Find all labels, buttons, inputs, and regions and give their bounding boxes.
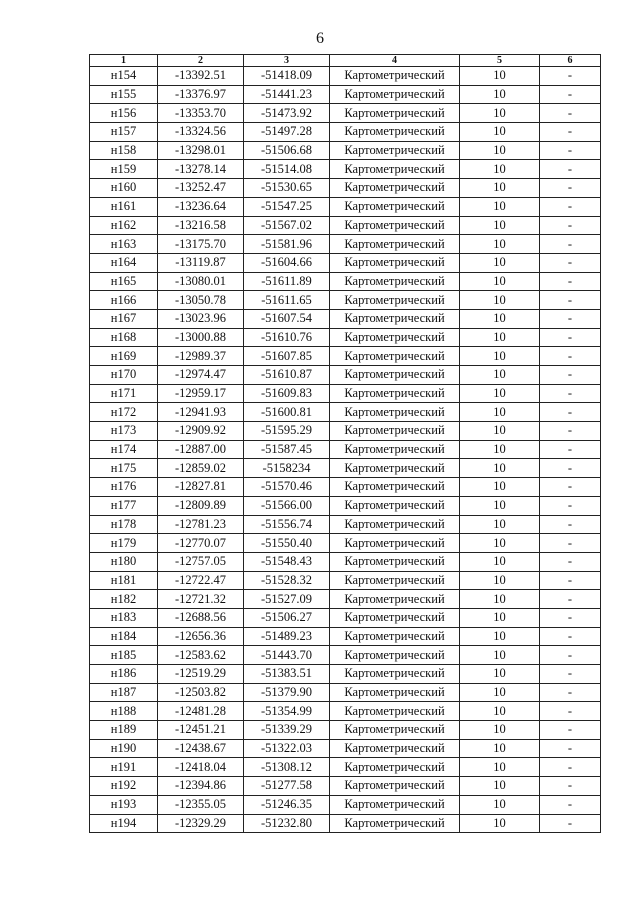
note-cell: - — [540, 552, 601, 571]
x-coordinate-cell: -12974.47 — [158, 366, 244, 385]
x-coordinate-cell: -12887.00 — [158, 440, 244, 459]
note-cell: - — [540, 253, 601, 272]
column-header: 6 — [540, 55, 601, 67]
table-row — [90, 197, 601, 216]
point-id-cell: н159 — [90, 160, 158, 179]
x-coordinate-cell: -12989.37 — [158, 347, 244, 366]
y-coordinate-cell: -51506.27 — [244, 608, 330, 627]
method-cell: Картометрический — [330, 515, 460, 534]
table-row — [90, 403, 601, 422]
point-id-cell: н177 — [90, 496, 158, 515]
y-coordinate-cell: -51354.99 — [244, 702, 330, 721]
x-coordinate-cell: -13392.51 — [158, 67, 244, 86]
y-coordinate-cell: -51556.74 — [244, 515, 330, 534]
method-cell: Картометрический — [330, 627, 460, 646]
method-cell: Картометрический — [330, 179, 460, 198]
note-cell: - — [540, 814, 601, 833]
note-cell: - — [540, 665, 601, 684]
note-cell: - — [540, 291, 601, 310]
x-coordinate-cell: -13278.14 — [158, 160, 244, 179]
y-coordinate-cell: -51308.12 — [244, 758, 330, 777]
table-row — [90, 272, 601, 291]
y-coordinate-cell: -51530.65 — [244, 179, 330, 198]
accuracy-cell: 10 — [460, 571, 540, 590]
table-row — [90, 123, 601, 142]
method-cell: Картометрический — [330, 67, 460, 86]
y-coordinate-cell: -51322.03 — [244, 739, 330, 758]
note-cell: - — [540, 216, 601, 235]
method-cell: Картометрический — [330, 384, 460, 403]
y-coordinate-cell: -51570.46 — [244, 478, 330, 497]
y-coordinate-cell: -51609.83 — [244, 384, 330, 403]
table-row — [90, 665, 601, 684]
note-cell: - — [540, 328, 601, 347]
method-cell: Картометрический — [330, 777, 460, 796]
method-cell: Картометрический — [330, 534, 460, 553]
accuracy-cell: 10 — [460, 272, 540, 291]
accuracy-cell: 10 — [460, 366, 540, 385]
note-cell: - — [540, 627, 601, 646]
point-id-cell: н191 — [90, 758, 158, 777]
point-id-cell: н163 — [90, 235, 158, 254]
point-id-cell: н169 — [90, 347, 158, 366]
table-row — [90, 253, 601, 272]
note-cell: - — [540, 347, 601, 366]
x-coordinate-cell: -13324.56 — [158, 123, 244, 142]
note-cell: - — [540, 683, 601, 702]
x-coordinate-cell: -13298.01 — [158, 141, 244, 160]
accuracy-cell: 10 — [460, 608, 540, 627]
x-coordinate-cell: -12721.32 — [158, 590, 244, 609]
table-row — [90, 216, 601, 235]
accuracy-cell: 10 — [460, 515, 540, 534]
note-cell: - — [540, 534, 601, 553]
y-coordinate-cell: -51567.02 — [244, 216, 330, 235]
note-cell: - — [540, 646, 601, 665]
method-cell: Картометрический — [330, 123, 460, 142]
point-id-cell: н179 — [90, 534, 158, 553]
table-row — [90, 160, 601, 179]
note-cell: - — [540, 478, 601, 497]
note-cell: - — [540, 422, 601, 441]
point-id-cell: н190 — [90, 739, 158, 758]
x-coordinate-cell: -12656.36 — [158, 627, 244, 646]
y-coordinate-cell: -51604.66 — [244, 253, 330, 272]
y-coordinate-cell: -51497.28 — [244, 123, 330, 142]
method-cell: Картометрический — [330, 253, 460, 272]
table-row — [90, 141, 601, 160]
y-coordinate-cell: -51587.45 — [244, 440, 330, 459]
method-cell: Картометрический — [330, 440, 460, 459]
table-row — [90, 347, 601, 366]
accuracy-cell: 10 — [460, 347, 540, 366]
accuracy-cell: 10 — [460, 235, 540, 254]
x-coordinate-cell: -13119.87 — [158, 253, 244, 272]
y-coordinate-cell: -51595.29 — [244, 422, 330, 441]
y-coordinate-cell: -51339.29 — [244, 721, 330, 740]
y-coordinate-cell: -51383.51 — [244, 665, 330, 684]
point-id-cell: н172 — [90, 403, 158, 422]
x-coordinate-cell: -12418.04 — [158, 758, 244, 777]
y-coordinate-cell: -51418.09 — [244, 67, 330, 86]
method-cell: Картометрический — [330, 85, 460, 104]
accuracy-cell: 10 — [460, 459, 540, 478]
table-row — [90, 328, 601, 347]
accuracy-cell: 10 — [460, 552, 540, 571]
x-coordinate-cell: -13175.70 — [158, 235, 244, 254]
x-coordinate-cell: -12451.21 — [158, 721, 244, 740]
y-coordinate-cell: -51443.70 — [244, 646, 330, 665]
table-row — [90, 515, 601, 534]
note-cell: - — [540, 702, 601, 721]
method-cell: Картометрический — [330, 646, 460, 665]
method-cell: Картометрический — [330, 366, 460, 385]
note-cell: - — [540, 496, 601, 515]
note-cell: - — [540, 141, 601, 160]
table-row — [90, 795, 601, 814]
x-coordinate-cell: -12809.89 — [158, 496, 244, 515]
y-coordinate-cell: -51611.89 — [244, 272, 330, 291]
x-coordinate-cell: -12941.93 — [158, 403, 244, 422]
accuracy-cell: 10 — [460, 328, 540, 347]
method-cell: Картометрический — [330, 160, 460, 179]
method-cell: Картометрический — [330, 702, 460, 721]
point-id-cell: н157 — [90, 123, 158, 142]
x-coordinate-cell: -12329.29 — [158, 814, 244, 833]
method-cell: Картометрический — [330, 478, 460, 497]
method-cell: Картометрический — [330, 459, 460, 478]
accuracy-cell: 10 — [460, 85, 540, 104]
accuracy-cell: 10 — [460, 160, 540, 179]
note-cell: - — [540, 758, 601, 777]
x-coordinate-cell: -13080.01 — [158, 272, 244, 291]
note-cell: - — [540, 403, 601, 422]
point-id-cell: н155 — [90, 85, 158, 104]
point-id-cell: н162 — [90, 216, 158, 235]
method-cell: Картометрический — [330, 291, 460, 310]
method-cell: Картометрический — [330, 197, 460, 216]
column-header: 2 — [158, 55, 244, 67]
point-id-cell: н170 — [90, 366, 158, 385]
accuracy-cell: 10 — [460, 496, 540, 515]
table-header-row — [90, 55, 601, 67]
accuracy-cell: 10 — [460, 309, 540, 328]
accuracy-cell: 10 — [460, 590, 540, 609]
point-id-cell: н167 — [90, 309, 158, 328]
y-coordinate-cell: -51550.40 — [244, 534, 330, 553]
y-coordinate-cell: -51581.96 — [244, 235, 330, 254]
accuracy-cell: 10 — [460, 422, 540, 441]
table-row — [90, 440, 601, 459]
table-body — [90, 67, 601, 833]
method-cell: Картометрический — [330, 496, 460, 515]
accuracy-cell: 10 — [460, 665, 540, 684]
table-row — [90, 608, 601, 627]
point-id-cell: н165 — [90, 272, 158, 291]
table-row — [90, 534, 601, 553]
y-coordinate-cell: -51548.43 — [244, 552, 330, 571]
column-header: 3 — [244, 55, 330, 67]
table-row — [90, 104, 601, 123]
accuracy-cell: 10 — [460, 534, 540, 553]
x-coordinate-cell: -12827.81 — [158, 478, 244, 497]
accuracy-cell: 10 — [460, 67, 540, 86]
method-cell: Картометрический — [330, 795, 460, 814]
note-cell: - — [540, 571, 601, 590]
x-coordinate-cell: -13023.96 — [158, 309, 244, 328]
table-row — [90, 478, 601, 497]
y-coordinate-cell: -51379.90 — [244, 683, 330, 702]
x-coordinate-cell: -12781.23 — [158, 515, 244, 534]
table-row — [90, 179, 601, 198]
page-number: 6 — [316, 30, 324, 47]
column-header: 5 — [460, 55, 540, 67]
table-row — [90, 758, 601, 777]
y-coordinate-cell: -51232.80 — [244, 814, 330, 833]
table-row — [90, 627, 601, 646]
accuracy-cell: 10 — [460, 683, 540, 702]
accuracy-cell: 10 — [460, 123, 540, 142]
method-cell: Картометрический — [330, 552, 460, 571]
y-coordinate-cell: -51547.25 — [244, 197, 330, 216]
point-id-cell: н183 — [90, 608, 158, 627]
point-id-cell: н180 — [90, 552, 158, 571]
accuracy-cell: 10 — [460, 739, 540, 758]
table-row — [90, 721, 601, 740]
point-id-cell: н186 — [90, 665, 158, 684]
y-coordinate-cell: -51611.65 — [244, 291, 330, 310]
table-row — [90, 646, 601, 665]
point-id-cell: н184 — [90, 627, 158, 646]
table-row — [90, 683, 601, 702]
x-coordinate-cell: -12438.67 — [158, 739, 244, 758]
x-coordinate-cell: -13236.64 — [158, 197, 244, 216]
y-coordinate-cell: -51610.76 — [244, 328, 330, 347]
note-cell: - — [540, 795, 601, 814]
method-cell: Картометрический — [330, 347, 460, 366]
y-coordinate-cell: -51489.23 — [244, 627, 330, 646]
point-id-cell: н158 — [90, 141, 158, 160]
note-cell: - — [540, 459, 601, 478]
y-coordinate-cell: -51607.54 — [244, 309, 330, 328]
method-cell: Картометрический — [330, 571, 460, 590]
x-coordinate-cell: -12394.86 — [158, 777, 244, 796]
table-row — [90, 459, 601, 478]
y-coordinate-cell: -51514.08 — [244, 160, 330, 179]
point-id-cell: н182 — [90, 590, 158, 609]
point-id-cell: н193 — [90, 795, 158, 814]
point-id-cell: н188 — [90, 702, 158, 721]
note-cell: - — [540, 179, 601, 198]
note-cell: - — [540, 515, 601, 534]
method-cell: Картометрический — [330, 422, 460, 441]
table-row — [90, 590, 601, 609]
point-id-cell: н181 — [90, 571, 158, 590]
note-cell: - — [540, 721, 601, 740]
column-header: 4 — [330, 55, 460, 67]
table-row — [90, 67, 601, 86]
accuracy-cell: 10 — [460, 403, 540, 422]
table-row — [90, 309, 601, 328]
table-row — [90, 739, 601, 758]
table-row — [90, 777, 601, 796]
x-coordinate-cell: -12959.17 — [158, 384, 244, 403]
accuracy-cell: 10 — [460, 646, 540, 665]
y-coordinate-cell: -51506.68 — [244, 141, 330, 160]
note-cell: - — [540, 123, 601, 142]
x-coordinate-cell: -13000.88 — [158, 328, 244, 347]
note-cell: - — [540, 777, 601, 796]
y-coordinate-cell: -51600.81 — [244, 403, 330, 422]
x-coordinate-cell: -13252.47 — [158, 179, 244, 198]
x-coordinate-cell: -12355.05 — [158, 795, 244, 814]
method-cell: Картометрический — [330, 758, 460, 777]
point-id-cell: н160 — [90, 179, 158, 198]
accuracy-cell: 10 — [460, 440, 540, 459]
point-id-cell: н164 — [90, 253, 158, 272]
point-id-cell: н174 — [90, 440, 158, 459]
point-id-cell: н161 — [90, 197, 158, 216]
point-id-cell: н189 — [90, 721, 158, 740]
accuracy-cell: 10 — [460, 627, 540, 646]
y-coordinate-cell: -51473.92 — [244, 104, 330, 123]
method-cell: Картометрический — [330, 141, 460, 160]
point-id-cell: н192 — [90, 777, 158, 796]
note-cell: - — [540, 85, 601, 104]
point-id-cell: н175 — [90, 459, 158, 478]
point-id-cell: н187 — [90, 683, 158, 702]
method-cell: Картометрический — [330, 309, 460, 328]
accuracy-cell: 10 — [460, 197, 540, 216]
point-id-cell: н166 — [90, 291, 158, 310]
note-cell: - — [540, 197, 601, 216]
note-cell: - — [540, 235, 601, 254]
point-id-cell: н171 — [90, 384, 158, 403]
y-coordinate-cell: -51566.00 — [244, 496, 330, 515]
y-coordinate-cell: -51277.58 — [244, 777, 330, 796]
note-cell: - — [540, 272, 601, 291]
method-cell: Картометрический — [330, 272, 460, 291]
accuracy-cell: 10 — [460, 702, 540, 721]
note-cell: - — [540, 366, 601, 385]
x-coordinate-cell: -12722.47 — [158, 571, 244, 590]
coordinates-table — [89, 54, 601, 833]
y-coordinate-cell: -51527.09 — [244, 590, 330, 609]
method-cell: Картометрический — [330, 739, 460, 758]
method-cell: Картометрический — [330, 608, 460, 627]
note-cell: - — [540, 590, 601, 609]
x-coordinate-cell: -12519.29 — [158, 665, 244, 684]
accuracy-cell: 10 — [460, 777, 540, 796]
accuracy-cell: 10 — [460, 795, 540, 814]
method-cell: Картометрический — [330, 403, 460, 422]
table-row — [90, 291, 601, 310]
method-cell: Картометрический — [330, 814, 460, 833]
note-cell: - — [540, 104, 601, 123]
method-cell: Картометрический — [330, 683, 460, 702]
method-cell: Картометрический — [330, 216, 460, 235]
y-coordinate-cell: -51528.32 — [244, 571, 330, 590]
point-id-cell: н176 — [90, 478, 158, 497]
table-row — [90, 571, 601, 590]
y-coordinate-cell: -51246.35 — [244, 795, 330, 814]
table-row — [90, 814, 601, 833]
accuracy-cell: 10 — [460, 253, 540, 272]
point-id-cell: н194 — [90, 814, 158, 833]
point-id-cell: н156 — [90, 104, 158, 123]
method-cell: Картометрический — [330, 104, 460, 123]
x-coordinate-cell: -13353.70 — [158, 104, 244, 123]
x-coordinate-cell: -12859.02 — [158, 459, 244, 478]
table-row — [90, 85, 601, 104]
method-cell: Картометрический — [330, 590, 460, 609]
note-cell: - — [540, 440, 601, 459]
table-row — [90, 496, 601, 515]
note-cell: - — [540, 608, 601, 627]
x-coordinate-cell: -13050.78 — [158, 291, 244, 310]
table-row — [90, 366, 601, 385]
point-id-cell: н168 — [90, 328, 158, 347]
x-coordinate-cell: -13376.97 — [158, 85, 244, 104]
accuracy-cell: 10 — [460, 179, 540, 198]
column-header: 1 — [90, 55, 158, 67]
note-cell: - — [540, 309, 601, 328]
point-id-cell: н178 — [90, 515, 158, 534]
note-cell: - — [540, 67, 601, 86]
note-cell: - — [540, 160, 601, 179]
y-coordinate-cell: -5158234 — [244, 459, 330, 478]
y-coordinate-cell: -51441.23 — [244, 85, 330, 104]
x-coordinate-cell: -12770.07 — [158, 534, 244, 553]
x-coordinate-cell: -12688.56 — [158, 608, 244, 627]
method-cell: Картометрический — [330, 235, 460, 254]
table-row — [90, 422, 601, 441]
method-cell: Картометрический — [330, 665, 460, 684]
accuracy-cell: 10 — [460, 758, 540, 777]
point-id-cell: н173 — [90, 422, 158, 441]
note-cell: - — [540, 384, 601, 403]
note-cell: - — [540, 739, 601, 758]
accuracy-cell: 10 — [460, 291, 540, 310]
table-row — [90, 552, 601, 571]
method-cell: Картометрический — [330, 721, 460, 740]
y-coordinate-cell: -51610.87 — [244, 366, 330, 385]
accuracy-cell: 10 — [460, 384, 540, 403]
accuracy-cell: 10 — [460, 721, 540, 740]
x-coordinate-cell: -12481.28 — [158, 702, 244, 721]
point-id-cell: н185 — [90, 646, 158, 665]
accuracy-cell: 10 — [460, 141, 540, 160]
x-coordinate-cell: -13216.58 — [158, 216, 244, 235]
accuracy-cell: 10 — [460, 478, 540, 497]
x-coordinate-cell: -12757.05 — [158, 552, 244, 571]
accuracy-cell: 10 — [460, 104, 540, 123]
x-coordinate-cell: -12909.92 — [158, 422, 244, 441]
y-coordinate-cell: -51607.85 — [244, 347, 330, 366]
accuracy-cell: 10 — [460, 216, 540, 235]
point-id-cell: н154 — [90, 67, 158, 86]
table-row — [90, 702, 601, 721]
x-coordinate-cell: -12503.82 — [158, 683, 244, 702]
method-cell: Картометрический — [330, 328, 460, 347]
accuracy-cell: 10 — [460, 814, 540, 833]
x-coordinate-cell: -12583.62 — [158, 646, 244, 665]
table-row — [90, 235, 601, 254]
table-row — [90, 384, 601, 403]
